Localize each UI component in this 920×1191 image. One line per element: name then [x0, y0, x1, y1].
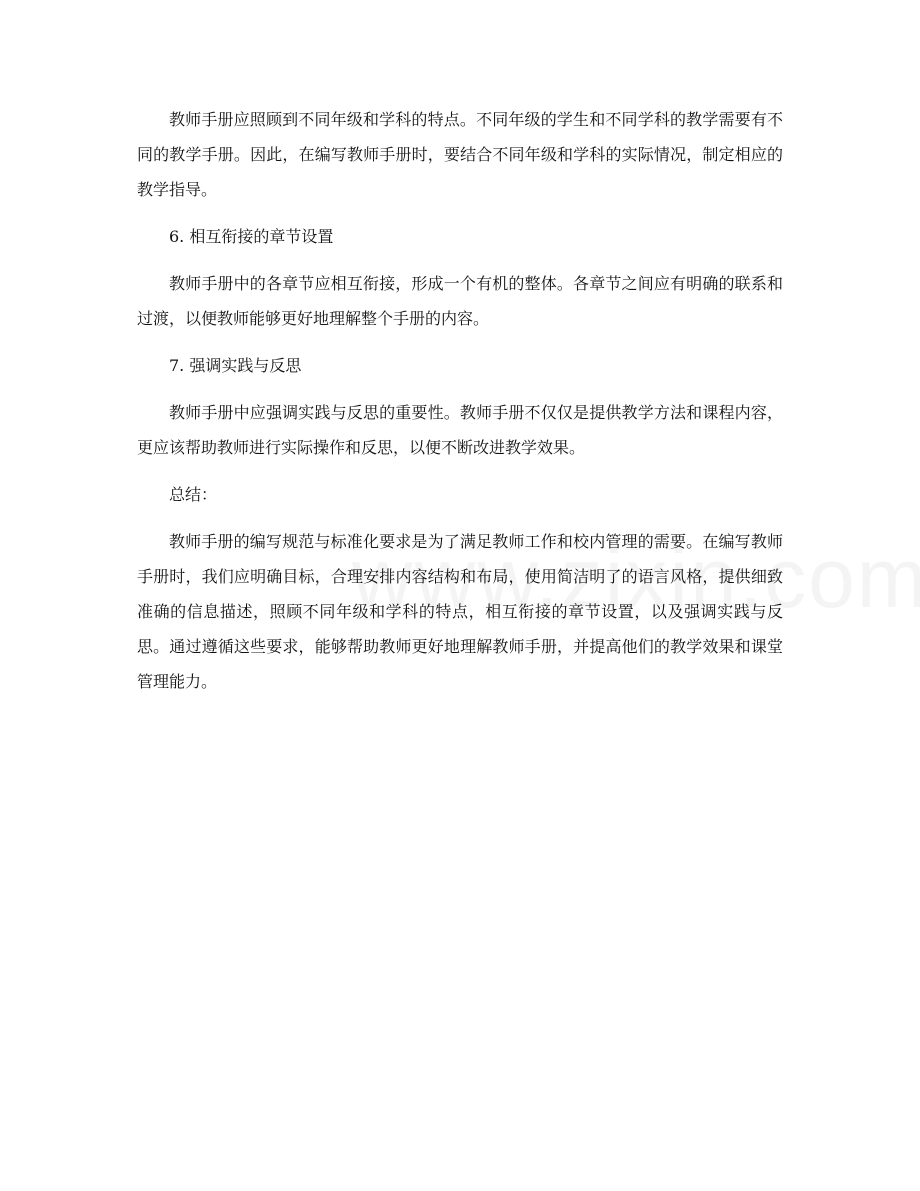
paragraph-practice-reflection: 教师手册中应强调实践与反思的重要性。教师手册不仅仅是提供教学方法和课程内容，更应该帮助教师进行实际操作和反思，以便不断改进教学效果。 — [137, 403, 783, 457]
heading-summary: 总结： — [169, 485, 218, 504]
document-body — [137, 102, 783, 699]
paragraph-spacer — [137, 254, 783, 266]
paragraph-spacer — [137, 383, 783, 395]
heading-section-6: 6. 相互衔接的章节设置 — [169, 227, 334, 246]
heading-section-7: 7. 强调实践与反思 — [169, 356, 302, 375]
paragraph-chapter-connection: 教师手册中的各章节应相互衔接，形成一个有机的整体。各章节之间应有明确的联系和过渡，以便教师能够更好地理解整个手册的内容。 — [137, 274, 783, 328]
paragraph-spacer — [137, 465, 783, 477]
paragraph-spacer — [137, 207, 783, 219]
paragraph-spacer — [137, 336, 783, 348]
paragraph-summary: 教师手册的编写规范与标准化要求是为了满足教师工作和校内管理的需要。在编写教师手册时，我们应明确目标，合理安排内容结构和布局，使用简洁明了的语言风格，提供细致准确的信息描述，照顾不同年级和学科的特点，相互衔接的章节设置，以及强调实践与反思。通过遵循这些要求，能够帮助教师更好地理解教师手册，并提高他们的教学效果和课堂管理能力。 — [137, 532, 783, 691]
paragraph-grade-subject: 教师手册应照顾到不同年级和学科的特点。不同年级的学生和不同学科的教学需要有不同的教学手册。因此，在编写教师手册时，要结合不同年级和学科的实际情况，制定相应的教学指导。 — [137, 110, 783, 199]
paragraph-spacer — [137, 512, 783, 524]
